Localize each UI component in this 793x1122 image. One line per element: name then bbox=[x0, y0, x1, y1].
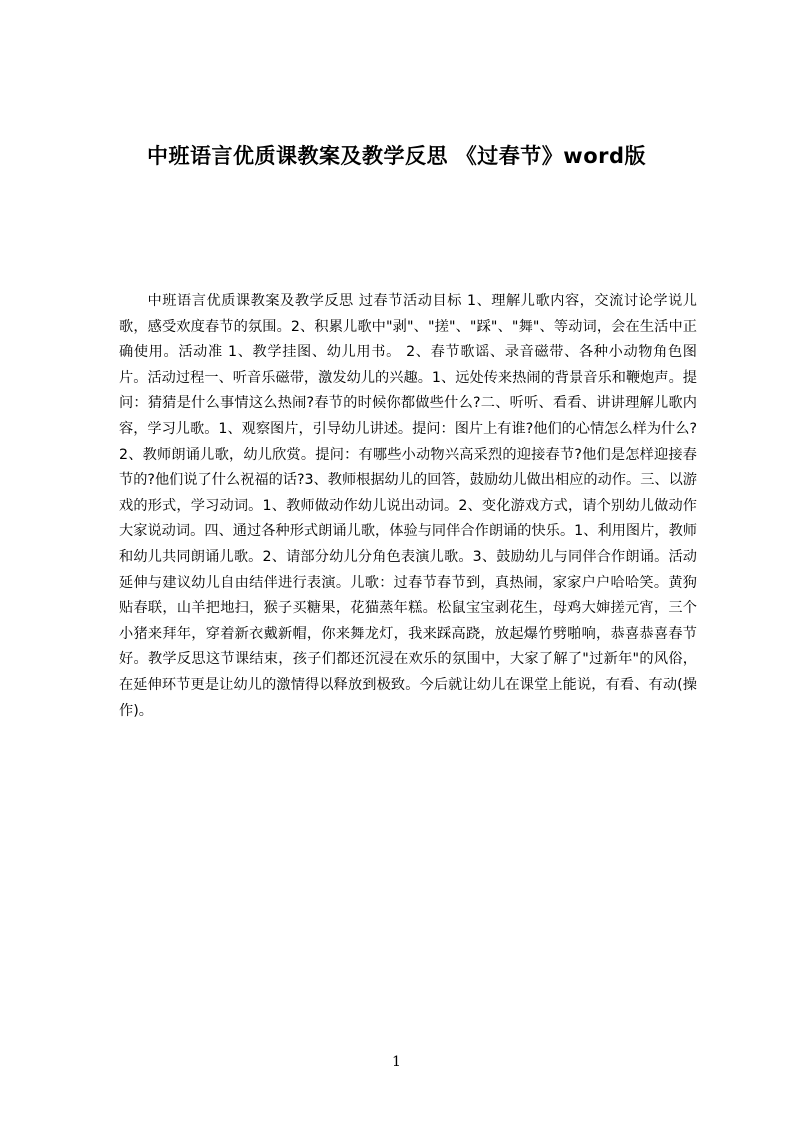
body-paragraph: 中班语言优质课教案及教学反思 过春节活动目标 1、理解儿歌内容，交流讨论学说儿歌，感受欢度春节的氛围。2、积累儿歌中"剥"、"搓"、"踩"、"舞"、等动词，会在生活中正确使用。活动准 1、教学挂图、幼儿用书。 2、春节歌谣、录音磁带、各种小动物角色图片。活动过程一、听音乐磁带，激发幼儿的兴趣。1、远处传来热闹的背景音乐和鞭炮声。提问：猜猜是什么事情这么热闹?春节的时候你都做些什么?二、听听、看看、讲讲理解儿歌内容，学习儿歌。1、观察图片，引导幼儿讲述。提问：图片上有谁?他们的心情怎么样为什么?2、教师朗诵儿歌，幼儿欣赏。提问：有哪些小动物兴高采烈的迎接春节?他们是怎样迎接春节的?他们说了什么祝福的话?3、教师根据幼儿的回答，鼓励幼儿做出相应的动作。三、以游戏的形式，学习动词。1、教师做动作幼儿说出动词。2、变化游戏方式，请个别幼儿做动作大家说动词。四、通过各种形式朗诵儿歌，体验与同伴合作朗诵的快乐。1、利用图片，教师和幼儿共同朗诵儿歌。2、请部分幼儿分角色表演儿歌。3、鼓励幼儿与同伴合作朗诵。活动延伸与建议幼儿自由结伴进行表演。儿歌：过春节春节到，真热闹，家家户户哈哈笑。黄狗贴春联，山羊把地扫，猴子买糖果，花猫蒸年糕。松鼠宝宝剥花生，母鸡大婶搓元宵，三个小猪来拜年，穿着新衣戴新帽，你来舞龙灯，我来踩高跷，放起爆竹劈啪响，恭喜恭喜春节好。教学反思这节课结束，孩子们都还沉浸在欢乐的氛围中，大家了解了"过新年"的风俗，在延伸环节更是让幼儿的激情得以释放到极致。今后就让幼儿在课堂上能说，有看、有动(操作)。 bbox=[119, 293, 697, 719]
document-title: 中班语言优质课教案及教学反思 《过春节》word版 bbox=[146, 144, 647, 168]
document-body bbox=[119, 289, 697, 779]
page-number: 1 bbox=[392, 1054, 401, 1070]
